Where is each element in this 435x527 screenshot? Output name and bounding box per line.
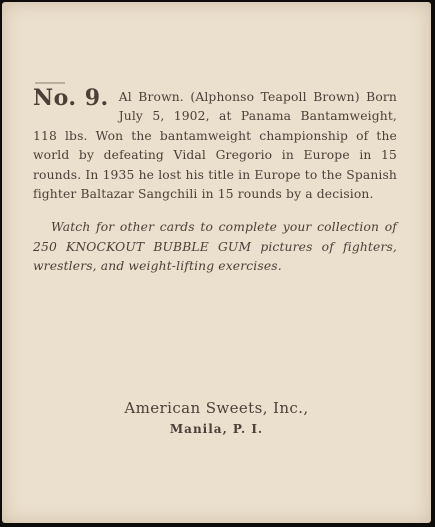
printed-ornament-mark [35,82,65,84]
card-text-block [33,85,397,277]
publisher-name: American Sweets, Inc., [124,399,309,417]
fighter-bio [33,85,397,204]
publisher-location: Manila, P. I. [169,422,264,436]
card-number: No. 9. [33,85,109,111]
collection-promo: Watch for other cards to complete your collection of 250 KNOCKOUT BUBBLE GUM pictures of fighters, wrestlers, and weight-lifting exercises. [33,220,397,274]
trading-card-back [2,2,431,523]
bio-text: Al Brown. (Alphonso Teapoll Brown) Born July 5, 1902, at Panama Bantamweight, 118 lbs. Won the bantamweight championship of the world by defeating Vidal Gregorio in Europe in 15 rounds. In 1935 he lost his title in Europe to the Spanish fighter Baltazar Sangchili in 15 rounds by a decision. [33,90,397,202]
